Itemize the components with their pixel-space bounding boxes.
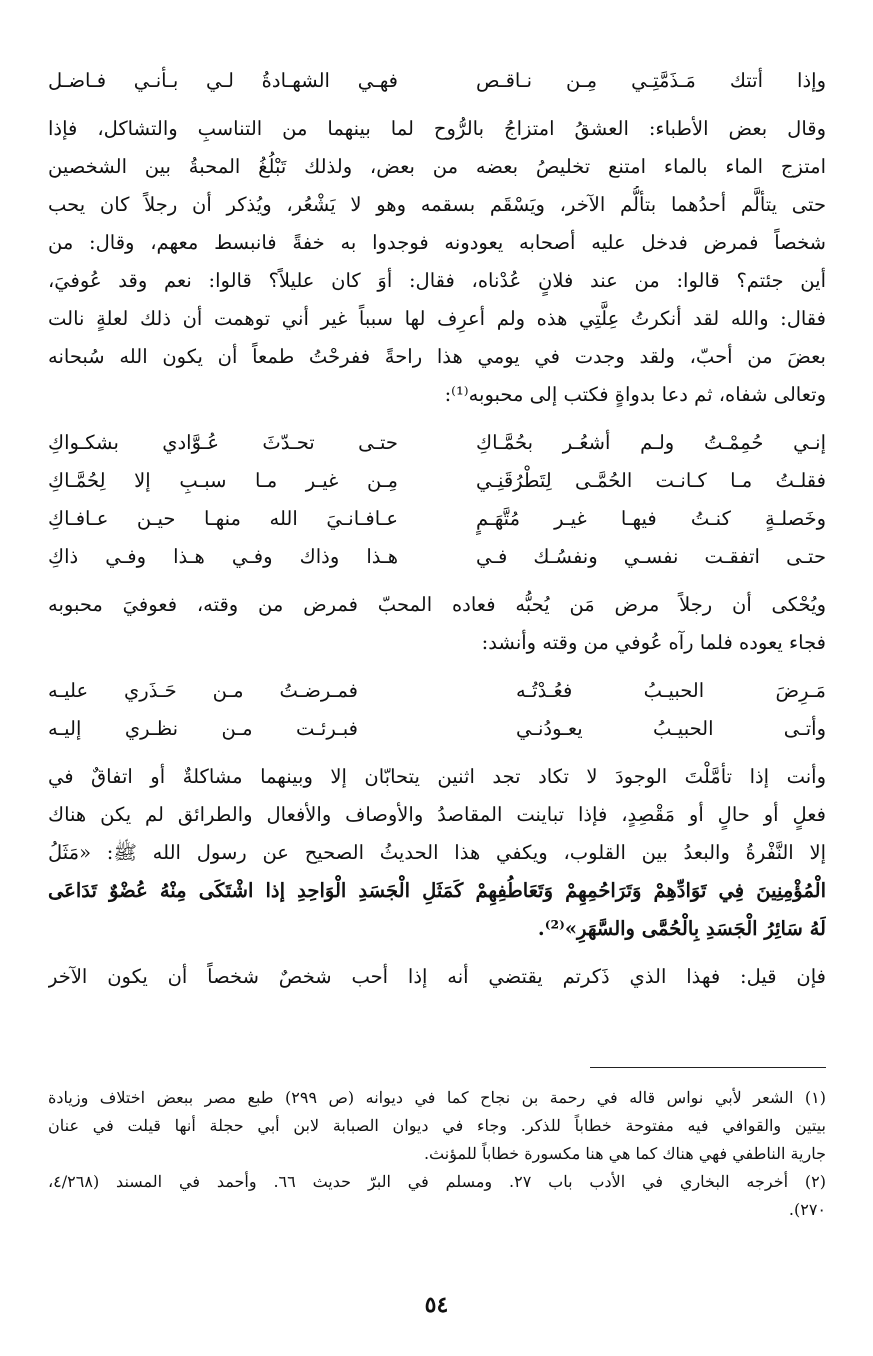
verse-first-hemistich: وخَصلـةٍ كنـتُ فيهـا غيـر مُتَّهَـمٍ [476,507,826,530]
verse-second-hemistich: هـذا وذاك وفـي هـذا وفـي ذاكِ [48,545,398,568]
verse-first-hemistich: إنـي حُمِمْـتُ ولـم أشعُـر بحُمَّـاكِ [476,431,826,454]
paragraph-line: شخصاً فمرض فدخل عليه أصحابه يعودونه فوجدوا به خفةً فانبسط معهم، وقال: من [48,231,826,254]
poem-verse [48,462,826,500]
verse-second-hemistich: فهـي الشهـادةُ لـي بـأنـي فـاضـل [48,69,398,92]
paragraph-line: وقال بعض الأطباء: العشقُ امتزاجُ بالرُّوح لما بينهما من التناسبِ والتشاكل، فإذا [48,117,826,140]
paragraph-line: امتزج الماء بالماء امتنع تخليصُ بعضه من بعض، ولذلك تَبْلُغُ المحبةُ بين الشخصين [48,155,826,178]
paragraph-line: وأنت إذا تأمَّلْتَ الوجودَ لا تكاد تجد اثنين يتحابّان إلا وبينهما مشاكلةٌ أو اتفاقٌ في [48,765,826,788]
verse-second-hemistich: فمـرضـتُ مـن حَـذَري عليـه [48,679,358,702]
footnote-separator [590,1067,826,1068]
paragraph-line: فجاء يعوده فلما رآه عُوفي من وقته وأنشد: [481,631,826,654]
paragraph-line: حتى يتألَّم أحدُهما بتألُّم الآخر، ويَسْقَم بسقمه وهو لا يَشْعُر، ويُذكر أن رجلاً كان يحب [48,193,826,216]
verse-second-hemistich: مِـن غيـر مـا سبـبِ إلا لِحُمَّـاكِ [48,469,398,492]
verse-first-hemistich: وأتـى الحبيـبُ يعـودُنـي [516,717,826,740]
paragraph-line: فإن قيل: فهذا الذي ذَكرتم يقتضي أنه إذا أحب شخصٌ شخصاً أن يكون الآخر [48,965,826,988]
page-number: ٥٤ [424,1292,449,1318]
footnotes [48,1084,826,1224]
verse-second-hemistich: حتـى تحـدّثَ عُـوَّادي بشكـواكِ [48,431,398,454]
paragraph-line: فعلٍ أو حالٍ أو مَقْصِدٍ، فإذا تباينت المقاصدُ والأوصاف والأفعال والطرائق لم يكن هناك [48,803,826,826]
opening-verse [48,62,826,100]
paragraph-line: أين جئتم؟ قالوا: من عند فلانٍ عُدْناه، فقال: أوَ كان عليلاً؟ قالوا: نعم وقد عُوفيَ، [48,269,826,292]
paragraph-line: فقال: والله لقد أنكرتُ عِلَّتِي هذه ولم أعرِف لها سبباً غير أني توهمت أن ذلك لعلةٍ نالت [48,307,826,330]
paragraph-line: ويُحْكى أن رجلاً مرض مَن يُحبُّه فعاده المحبّ فمرض من وقته، فعوفيَ محبوبه [48,593,826,616]
footnote-line: جارية الناطفي فهي هناك كما هي هنا مكسورة خطاباً للمؤنث. [423,1144,826,1163]
paragraph-line: بعضَ من أحبّ، ولقد وجدت في يومي هذا راحةً ففرحْتُ طمعاً أن يكون الله سُبحانه [48,345,826,368]
paragraph-line: وتعالى شفاه، ثم دعا بدواةٍ فكتب إلى محبوبه⁽¹⁾: [444,383,826,406]
footnote-line: بيتين والقوافي فيه مفتوحة خطاباً للذكر. وجاء في ديوان الصبابة لابن أبي حجلة أنها قيلت في عنان [48,1116,826,1135]
verse-second-hemistich: عـافـانـيَ الله منهـا حيـن عـافـاكِ [48,507,398,530]
poem-verse [48,672,826,710]
hadith-line: الْمُؤْمِنِينَ فِي تَوَادِّهِمْ وَتَرَاحُمِهِمْ وَتَعَاطُفِهِمْ كَمَثَلِ الْجَسَدِ الْوَاحِدِ إذا اشْتَكَى مِنْهُ عُضْوٌ تَدَاعَى [48,879,826,902]
footnote-line: ٢٧٠). [788,1200,826,1219]
footnote-line: (١) الشعر لأبي نواس قاله في رحمة بن نجاح كما في ديوانه (ص ٢٩٩) طبع مصر ببعض اختلاف وزيادة [48,1088,826,1107]
poem-verse [48,500,826,538]
footnote-line: (٢) أخرجه البخاري في الأدب باب ٢٧. ومسلم في البرّ حديث ٦٦. وأحمد في المسند (٤/٢٦٨، [48,1172,826,1191]
verse-second-hemistich: فبـرئـت مـن نظـري إليـه [48,717,358,740]
poem-verse [48,710,826,748]
hadith-line: لَهُ سَائِرُ الْجَسَدِ بِالْحُمَّى والسَّهَرِ»⁽²⁾. [537,917,826,940]
verse-first-hemistich: حتـى اتفقـت نفسـي ونفسُـك فـي [476,545,826,568]
verse-first-hemistich: وإذا أتتك مَـذَمَّتِـي مِـن نـاقـص [476,69,826,92]
paragraph-line: إلا النَّفْرةُ والبعدُ بين القلوب، ويكفي هذا الحديثُ الصحيح عن رسول الله ﷺ: «مَثَلُ [48,841,826,864]
poem-verse [48,424,826,462]
verse-first-hemistich: مَـرِضَ الحبيـبُ فعُـدْتُـه [516,679,826,702]
verse-first-hemistich: فقلـتُ مـا كـانـت الحُمَّـى لِتَطْرُقَنِـي [476,469,826,492]
main-text [48,62,826,996]
poem-verse [48,538,826,576]
